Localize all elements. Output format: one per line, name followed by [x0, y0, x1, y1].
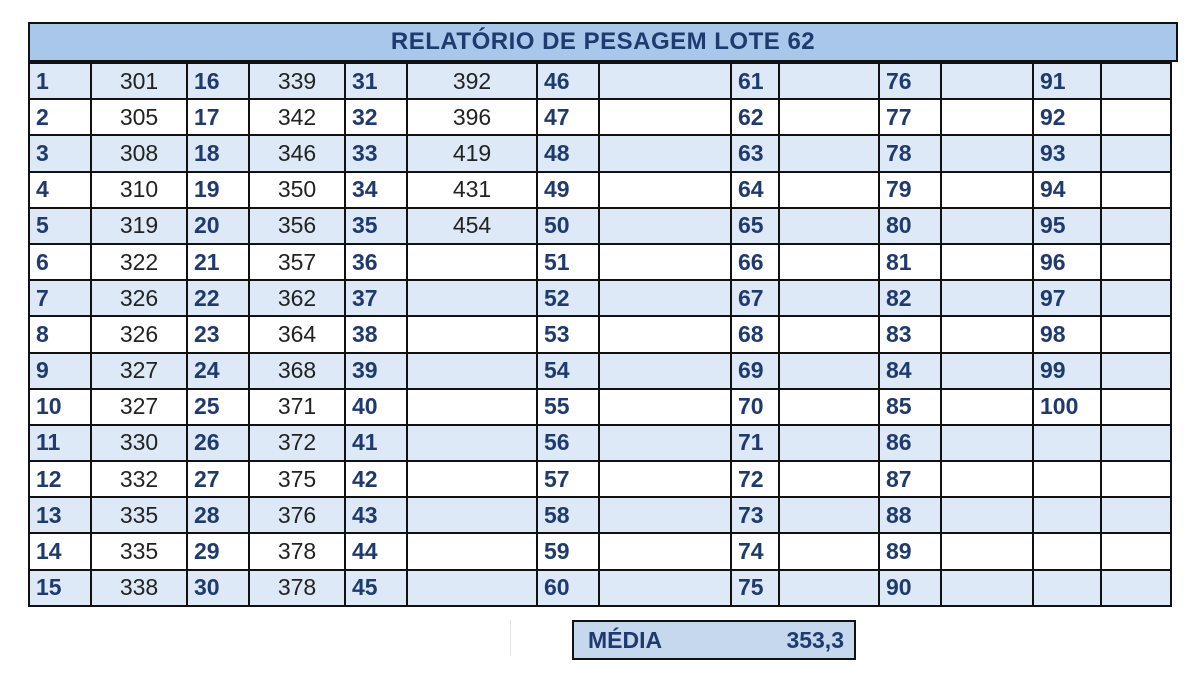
- entry-number: 39: [345, 353, 407, 389]
- table-row: [29, 244, 1171, 280]
- entry-number: 62: [731, 99, 779, 135]
- entry-number: 93: [1033, 135, 1101, 171]
- entry-number: [1033, 461, 1101, 497]
- weight-value: 339: [249, 63, 345, 99]
- weight-value: 327: [91, 353, 187, 389]
- entry-number: 58: [537, 497, 599, 533]
- weight-value: [1101, 244, 1171, 280]
- weight-value: [779, 425, 879, 461]
- entry-number: 31: [345, 63, 407, 99]
- entry-number: 11: [29, 425, 91, 461]
- entry-number: 80: [879, 208, 941, 244]
- weight-value: 362: [249, 280, 345, 316]
- weight-value: [599, 280, 731, 316]
- entry-number: 54: [537, 353, 599, 389]
- entry-number: [1033, 570, 1101, 606]
- entry-number: 33: [345, 135, 407, 171]
- weight-value: [599, 208, 731, 244]
- weight-value: [407, 353, 537, 389]
- weight-value: 332: [91, 461, 187, 497]
- weight-value: [407, 461, 537, 497]
- entry-number: 22: [187, 280, 249, 316]
- entry-number: 88: [879, 497, 941, 533]
- weight-value: [599, 244, 731, 280]
- weight-value: 338: [91, 570, 187, 606]
- entry-number: 86: [879, 425, 941, 461]
- weight-value: 356: [249, 208, 345, 244]
- entry-number: 12: [29, 461, 91, 497]
- weight-value: [1101, 280, 1171, 316]
- entry-number: 43: [345, 497, 407, 533]
- entry-number: [1033, 533, 1101, 569]
- entry-number: 27: [187, 461, 249, 497]
- weight-value: [1101, 425, 1171, 461]
- entry-number: 56: [537, 425, 599, 461]
- entry-number: 84: [879, 353, 941, 389]
- table-row: [29, 533, 1171, 569]
- table-row: [29, 99, 1171, 135]
- weight-value: [1101, 63, 1171, 99]
- weight-value: [599, 63, 731, 99]
- entry-number: 48: [537, 135, 599, 171]
- entry-number: 17: [187, 99, 249, 135]
- weight-value: [779, 244, 879, 280]
- table-row: [29, 570, 1171, 606]
- table-row: [29, 497, 1171, 533]
- average-box: [572, 620, 856, 660]
- entry-number: 81: [879, 244, 941, 280]
- weight-value: [1101, 389, 1171, 425]
- weight-value: [1101, 533, 1171, 569]
- entry-number: 6: [29, 244, 91, 280]
- entry-number: 67: [731, 280, 779, 316]
- weight-value: [599, 389, 731, 425]
- entry-number: 40: [345, 389, 407, 425]
- weight-value: 308: [91, 135, 187, 171]
- table-row: [29, 63, 1171, 99]
- entry-number: 59: [537, 533, 599, 569]
- weight-value: 376: [249, 497, 345, 533]
- entry-number: 32: [345, 99, 407, 135]
- weight-value: [407, 497, 537, 533]
- entry-number: 95: [1033, 208, 1101, 244]
- entry-number: 16: [187, 63, 249, 99]
- entry-number: 37: [345, 280, 407, 316]
- weight-value: 371: [249, 389, 345, 425]
- weight-value: 396: [407, 99, 537, 135]
- weight-value: 342: [249, 99, 345, 135]
- weight-value: [1101, 497, 1171, 533]
- average-value: 353,3: [786, 626, 844, 653]
- weight-value: [1101, 99, 1171, 135]
- weight-value: [1101, 135, 1171, 171]
- weight-value: 368: [249, 353, 345, 389]
- weight-value: [779, 63, 879, 99]
- entry-number: 65: [731, 208, 779, 244]
- weight-value: [599, 497, 731, 533]
- weight-value: [779, 497, 879, 533]
- entry-number: 25: [187, 389, 249, 425]
- weight-value: 431: [407, 172, 537, 208]
- weight-value: [941, 99, 1033, 135]
- table-row: [29, 353, 1171, 389]
- table-row: [29, 172, 1171, 208]
- entry-number: 57: [537, 461, 599, 497]
- entry-number: 99: [1033, 353, 1101, 389]
- weight-value: 327: [91, 389, 187, 425]
- weight-value: [1101, 570, 1171, 606]
- table-row: [29, 280, 1171, 316]
- entry-number: 100: [1033, 389, 1101, 425]
- weight-value: [779, 99, 879, 135]
- entry-number: 85: [879, 389, 941, 425]
- weight-value: [779, 208, 879, 244]
- weight-value: [941, 63, 1033, 99]
- table-row: [29, 389, 1171, 425]
- entry-number: 82: [879, 280, 941, 316]
- weight-value: [1101, 172, 1171, 208]
- report-title: RELATÓRIO DE PESAGEM LOTE 62: [28, 22, 1178, 62]
- entry-number: 20: [187, 208, 249, 244]
- weight-value: 319: [91, 208, 187, 244]
- table-row: [29, 208, 1171, 244]
- entry-number: 8: [29, 316, 91, 352]
- weight-value: 310: [91, 172, 187, 208]
- entry-number: 29: [187, 533, 249, 569]
- entry-number: 61: [731, 63, 779, 99]
- entry-number: 41: [345, 425, 407, 461]
- entry-number: 13: [29, 497, 91, 533]
- entry-number: [1033, 425, 1101, 461]
- weight-value: [407, 389, 537, 425]
- weight-value: [779, 461, 879, 497]
- entry-number: 26: [187, 425, 249, 461]
- entry-number: 66: [731, 244, 779, 280]
- entry-number: 96: [1033, 244, 1101, 280]
- weight-value: [599, 533, 731, 569]
- weight-value: [779, 135, 879, 171]
- weight-value: 375: [249, 461, 345, 497]
- weight-value: [599, 353, 731, 389]
- weight-value: [599, 316, 731, 352]
- entry-number: 5: [29, 208, 91, 244]
- entry-number: 71: [731, 425, 779, 461]
- entry-number: 49: [537, 172, 599, 208]
- entry-number: 94: [1033, 172, 1101, 208]
- weight-value: 378: [249, 533, 345, 569]
- entry-number: [1033, 497, 1101, 533]
- weight-value: 326: [91, 316, 187, 352]
- entry-number: 50: [537, 208, 599, 244]
- entry-number: 15: [29, 570, 91, 606]
- weight-value: [407, 425, 537, 461]
- entry-number: 28: [187, 497, 249, 533]
- weight-value: 301: [91, 63, 187, 99]
- entry-number: 45: [345, 570, 407, 606]
- weight-value: [779, 389, 879, 425]
- weight-value: 330: [91, 425, 187, 461]
- entry-number: 97: [1033, 280, 1101, 316]
- entry-number: 19: [187, 172, 249, 208]
- entry-number: 63: [731, 135, 779, 171]
- entry-number: 76: [879, 63, 941, 99]
- entry-number: 42: [345, 461, 407, 497]
- entry-number: 75: [731, 570, 779, 606]
- entry-number: 24: [187, 353, 249, 389]
- weight-value: [599, 99, 731, 135]
- weight-value: [779, 172, 879, 208]
- weight-value: 357: [249, 244, 345, 280]
- weight-value: [941, 353, 1033, 389]
- entry-number: 36: [345, 244, 407, 280]
- weight-value: [941, 497, 1033, 533]
- weight-value: 335: [91, 533, 187, 569]
- entry-number: 46: [537, 63, 599, 99]
- weight-value: [599, 570, 731, 606]
- weight-value: [407, 570, 537, 606]
- weight-value: 350: [249, 172, 345, 208]
- weight-value: [407, 316, 537, 352]
- entry-number: 14: [29, 533, 91, 569]
- entry-number: 21: [187, 244, 249, 280]
- weight-value: [941, 172, 1033, 208]
- weight-value: [941, 135, 1033, 171]
- weighing-report-sheet: [28, 22, 1180, 642]
- weight-value: [1101, 316, 1171, 352]
- entry-number: 73: [731, 497, 779, 533]
- table-row: [29, 135, 1171, 171]
- entry-number: 90: [879, 570, 941, 606]
- entry-number: 53: [537, 316, 599, 352]
- weight-value: [599, 172, 731, 208]
- weight-value: [1101, 461, 1171, 497]
- weight-value: [941, 389, 1033, 425]
- weight-value: [599, 461, 731, 497]
- entry-number: 69: [731, 353, 779, 389]
- entry-number: 52: [537, 280, 599, 316]
- entry-number: 7: [29, 280, 91, 316]
- entry-number: 4: [29, 172, 91, 208]
- weight-value: 322: [91, 244, 187, 280]
- weight-value: [1101, 208, 1171, 244]
- entry-number: 89: [879, 533, 941, 569]
- entry-number: 51: [537, 244, 599, 280]
- entry-number: 70: [731, 389, 779, 425]
- entry-number: 23: [187, 316, 249, 352]
- weight-value: [599, 425, 731, 461]
- entry-number: 92: [1033, 99, 1101, 135]
- entry-number: 47: [537, 99, 599, 135]
- weight-value: 392: [407, 63, 537, 99]
- entry-number: 79: [879, 172, 941, 208]
- entry-number: 72: [731, 461, 779, 497]
- entry-number: 74: [731, 533, 779, 569]
- entry-number: 64: [731, 172, 779, 208]
- weight-value: [779, 570, 879, 606]
- weight-value: 372: [249, 425, 345, 461]
- entry-number: 77: [879, 99, 941, 135]
- entry-number: 2: [29, 99, 91, 135]
- weight-value: [599, 135, 731, 171]
- weight-value: 335: [91, 497, 187, 533]
- entry-number: 60: [537, 570, 599, 606]
- weight-value: [941, 461, 1033, 497]
- weight-value: 326: [91, 280, 187, 316]
- table-row: [29, 461, 1171, 497]
- weighing-table: [28, 62, 1172, 607]
- entry-number: 34: [345, 172, 407, 208]
- entry-number: 9: [29, 353, 91, 389]
- average-label: MÉDIA: [588, 626, 663, 653]
- entry-number: 91: [1033, 63, 1101, 99]
- weight-value: [941, 280, 1033, 316]
- entry-number: 10: [29, 389, 91, 425]
- weight-value: 305: [91, 99, 187, 135]
- weight-value: 454: [407, 208, 537, 244]
- weight-value: [941, 533, 1033, 569]
- weight-value: [407, 533, 537, 569]
- weight-value: [779, 353, 879, 389]
- weight-value: [941, 316, 1033, 352]
- weight-value: [407, 244, 537, 280]
- divider-line: [510, 620, 511, 656]
- weight-value: [779, 533, 879, 569]
- entry-number: 98: [1033, 316, 1101, 352]
- entry-number: 1: [29, 63, 91, 99]
- weight-value: [941, 244, 1033, 280]
- weight-value: [1101, 353, 1171, 389]
- weight-value: [941, 570, 1033, 606]
- entry-number: 18: [187, 135, 249, 171]
- weight-value: 419: [407, 135, 537, 171]
- weight-value: [941, 425, 1033, 461]
- entry-number: 78: [879, 135, 941, 171]
- entry-number: 68: [731, 316, 779, 352]
- weight-value: [407, 280, 537, 316]
- weight-value: 346: [249, 135, 345, 171]
- entry-number: 55: [537, 389, 599, 425]
- entry-number: 87: [879, 461, 941, 497]
- entry-number: 35: [345, 208, 407, 244]
- entry-number: 38: [345, 316, 407, 352]
- entry-number: 30: [187, 570, 249, 606]
- weight-value: [779, 280, 879, 316]
- table-row: [29, 316, 1171, 352]
- weight-value: 364: [249, 316, 345, 352]
- weight-value: [779, 316, 879, 352]
- entry-number: 3: [29, 135, 91, 171]
- weight-value: 378: [249, 570, 345, 606]
- table-row: [29, 425, 1171, 461]
- weight-value: [941, 208, 1033, 244]
- entry-number: 44: [345, 533, 407, 569]
- entry-number: 83: [879, 316, 941, 352]
